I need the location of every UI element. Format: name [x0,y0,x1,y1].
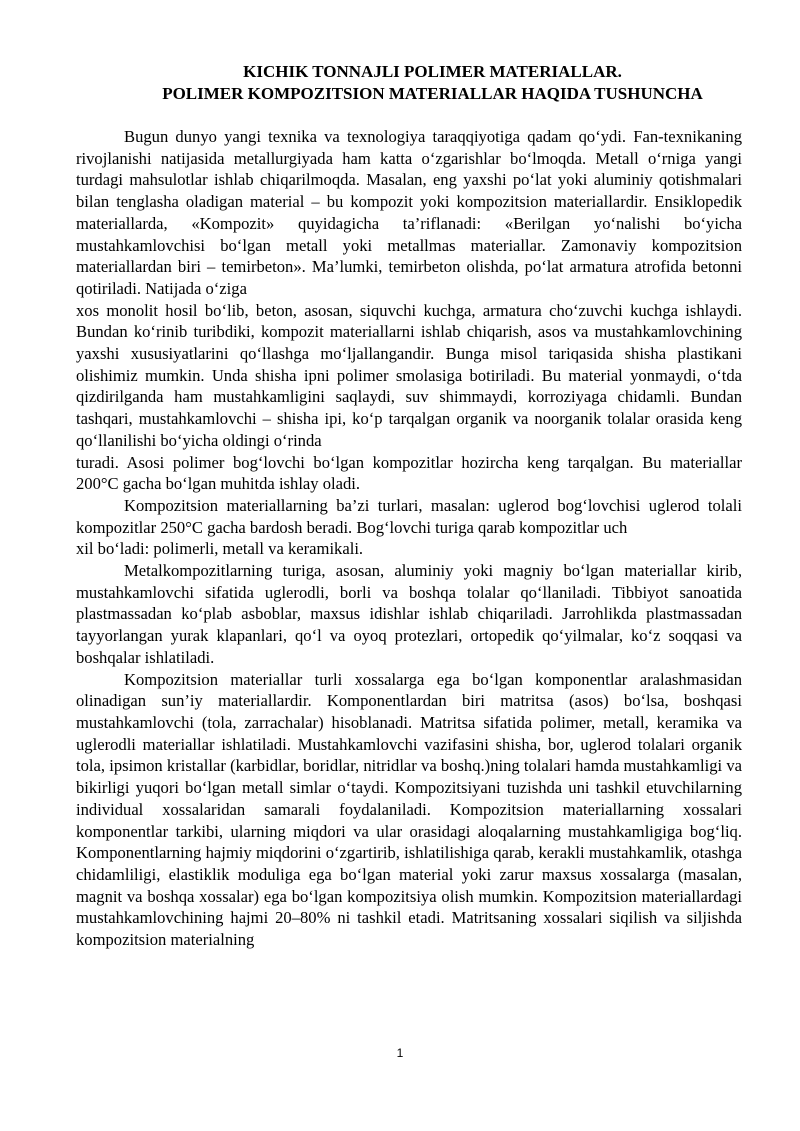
page-number: 1 [396,1046,404,1060]
paragraph: Metalkompozitlarning turiga, asosan, aluminiy yoki magniy bo‘lgan materiallar kirib, mustahkamlovchi sifatida uglerodli, borli va boshqa tolalar qo‘llaniladi. Tibbiyot sanoatida plastmassadan ko‘plab asboblar, maxsus idishlar ishlab chiqariladi. Jarrohlikda plastmassadan tayyorlangan yurak klapanlari, qo‘l va oyoq protezlari, ortopedik qo‘yilmalar, ko‘z soqqasi va boshqalar ishlatiladi. [76,561,742,667]
document-title-line-2: POLIMER KOMPOZITSION MATERIALLAR HAQIDA TUSHUNCHA [162,84,703,103]
paragraph: xil bo‘ladi: polimerli, metall va keramikali. [76,539,364,559]
paragraph: turadi. Asosi polimer bog‘lovchi bo‘lgan kompozitlar hozircha keng tarqalgan. Bu materiallar 200°C gacha bo‘lgan muhitda ishlay oladi. [76,452,742,494]
paragraph: Kompozitsion materiallar turli xossalarga ega bo‘lgan komponentlar aralashmasidan olinadigan sun’iy materiallardir. Komponentlardan biri matritsa (asos) bo‘lsa, boshqasi mustahkamlovchi (tola, zarrachalar) hisoblanadi. Matritsa sifatida polimer, metall, keramika va uglerodli materiallar ishlatiladi. Mustahkamlovchi vazifasini shisha, bor, uglerod tolalari organik tola, ipsimon kristallar (karbidlar, boridlar, nitridlar va boshq.)ning tolalari hamda mustahkamligi va bikirligi yuqori bo‘lgan metall simlar o‘taydi. Kompozitsiyani tuzishda uni tashkil etuvchilarning individual xossalaridan samarali foydalaniladi. Kompozitsion materiallarning xossalari komponentlar tarkibi, ularning miqdori va ular orasidagi aloqalarning mustahkamligiga bog‘liq. Komponentlarning hajmiy miqdorini o‘zgartirib, ishlatilishiga qarab, kerakli mustahkamlik, otashga chidamliligi, elastiklik moduliga ega bo‘lgan material yoki zarur maxsus xossalarga (masalan, magnit va boshqa xossalar) ega bo‘lgan kompozitsiya olish mumkin. Kompozitsion materiallardagi mustahkamlovchining hajmi 20–80% ni tashkil etadi. Matritsaning xossalari siqilish va siljishda kompozitsion materialning [76,669,742,950]
paragraph: Bugun dunyo yangi texnika va texnologiya taraqqiyotiga qadam qo‘ydi. Fan-texnikaning rivojlanishi natijasida metallurgiyada ham katta o‘zgarishlar bo‘lmoqda. Metall o‘rniga yangi turdagi mahsulotlar ishlab chiqarilmoqda. Masalan, eng yaxshi po‘lat yoki aluminiy qotishmalari bilan tenglasha oladigan material – bu kompozit yoki kompozitsion materiallardir. Ensiklopedik materiallarda, «Kompozit» quyidagicha ta’riflanadi: «Berilgan yo‘nalishi bo‘yicha mustahkamlovchisi bo‘lgan metall yoki metallmas materiallar. Zamonaviy kompozitsion materiallardan biri – temirbeton». Ma’lumki, temirbeton olishda, po‘lat armatura atrofida betonni qotiriladi. Natijada o‘ziga [76,127,742,298]
paragraph: xos monolit hosil bo‘lib, beton, asosan, siquvchi kuchga, armatura cho‘zuvchi kuchga ishlaydi. Bundan ko‘rinib turibdiki, kompozit materiallarni ishlab chiqarish, asos va mustahkamlovchining yaxshi xususiyatlarini qo‘llashga mo‘ljallangandir. Bunga misol tariqasida shisha plastikani olishimiz mumkin. Unda shisha ipni polimer smolasiga botiriladi. Bu material yonmaydi, o‘tda qizdirilganda ham mustahkamligini saqlaydi, suv shimmaydi, korroziyaga chidamli. Bundan tashqari, mustahkamlovchi – shisha ipi, ko‘p tarqalgan organik va noorganik tolalar orasida keng qo‘llanilishi bo‘yicha oldingi o‘rinda [76,300,742,450]
paragraph: Kompozitsion materiallarning ba’zi turlari, masalan: uglerod bog‘lovchisi uglerod tolali kompozitlar 250°C gacha bardosh beradi. Bog‘lovchi turiga qarab kompozitlar uch [76,495,742,537]
document-title-line-1: KICHIK TONNAJLI POLIMER MATERIALLAR. [243,62,622,81]
document-body [76,126,742,951]
